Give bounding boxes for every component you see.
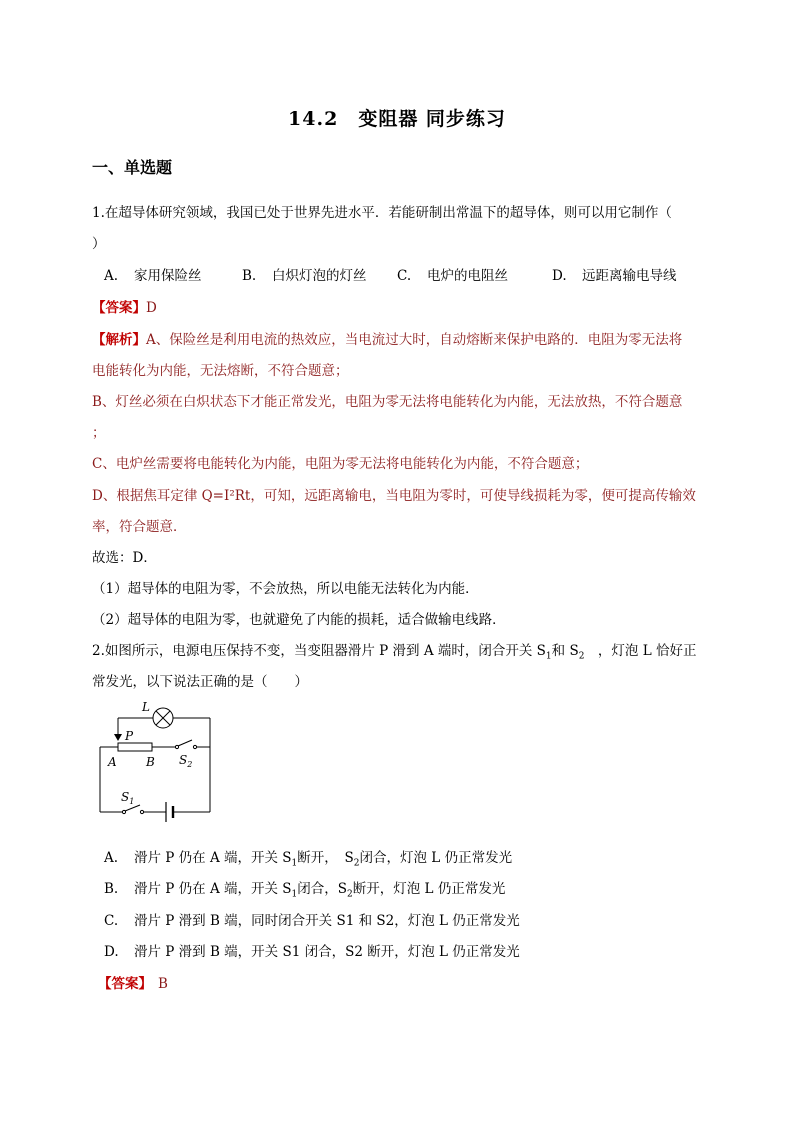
answer-value: B [158, 976, 168, 992]
switch1-label: $S_1$ [121, 790, 135, 806]
option-text: 断开， S [297, 850, 354, 866]
answer-value: D [146, 300, 157, 316]
q1-option-b [242, 264, 367, 284]
q1-note-2: （2）超导体的电阻为零，也就避免了内能的损耗，适合做输电线路． [92, 612, 506, 628]
q1-analysis-line3: B、灯丝必须在白炽状态下才能正常发光，电阻为零无法将电能转化为内能，无法放热，不符合题意 [92, 394, 683, 410]
option-key: B. [104, 881, 119, 897]
q2-option-d [104, 940, 520, 960]
answer-label: 【答案】 [98, 976, 152, 992]
q2-option-a [104, 846, 512, 869]
option-sub: 1 [291, 858, 298, 869]
end-a-label: A [108, 755, 117, 769]
switch2-contact-b [193, 745, 196, 748]
q1-option-d [552, 264, 677, 284]
option-key: D. [552, 268, 567, 284]
option-key: C. [397, 268, 412, 284]
q1-stem-line2: ） [92, 236, 106, 252]
q1-note-1: （1）超导体的电阻为零，不会放热，所以电能无法转化为内能． [92, 581, 479, 597]
q1-analysis-line4: ； [92, 425, 106, 441]
option-text: 滑片 P 仍在 A 端，开关 S [134, 881, 292, 897]
option-key: A. [104, 850, 119, 866]
option-text: 闭合，灯泡 L 仍正常发光 [359, 850, 513, 866]
lamp-label: L [142, 700, 150, 714]
option-text: 滑片 P 滑到 B 端，开关 S1 闭合，S2 断开，灯泡 L 仍正常发光 [134, 944, 520, 960]
q1-answer [92, 296, 157, 316]
option-text: 电炉的电阻丝 [427, 268, 508, 284]
q1-analysis-line2: 电能转化为内能，无法熔断，不符合题意； [92, 363, 349, 379]
option-text: 滑片 P 滑到 B 端，同时闭合开关 S1 和 S2，灯泡 L 仍正常发光 [134, 913, 520, 929]
stem-text: ，灯泡 L 恰好正 [584, 643, 697, 659]
option-text: 断开，灯泡 L 仍正常发光 [352, 881, 506, 897]
q2-stem-line2: 常发光，以下说法正确的是（ ） [92, 674, 308, 690]
option-sub: 2 [347, 889, 353, 900]
answer-label: 【答案】 [92, 300, 146, 316]
option-text: 远距离输电导线 [582, 268, 677, 284]
stem-text: 2.如图所示，电源电压保持不变，当变阻器滑片 P 滑到 A 端时，闭合开关 S [92, 643, 546, 659]
switch2-label: $S_2$ [179, 753, 193, 769]
q1-option-c [397, 264, 508, 284]
q2-stem-line1 [92, 639, 697, 662]
switch1-contact-b [140, 810, 143, 813]
option-text: 白炽灯泡的灯丝 [272, 268, 367, 284]
option-key: B. [242, 268, 257, 284]
option-text: 家用保险丝 [134, 268, 202, 284]
q1-conclusion: 故选：D． [92, 550, 157, 566]
circuit-diagram [96, 696, 220, 824]
stem-sub: 1 [545, 651, 552, 662]
option-sub: 1 [291, 889, 298, 900]
q2-option-c [104, 909, 520, 929]
q2-option-b [104, 877, 505, 900]
option-text: 滑片 P 仍在 A 端，开关 S [134, 850, 292, 866]
stem-sub: 2 [578, 651, 585, 662]
option-sub: 2 [353, 858, 360, 869]
q2-answer [98, 972, 168, 992]
end-b-label: B [146, 755, 155, 769]
q1-analysis-line6: D、根据焦耳定律 Q=I²Rt，可知，远距离输电，当电阻为零时，可使导线损耗为零，便可提高传输效 [92, 488, 696, 504]
slider-label: P [125, 729, 134, 743]
q1-analysis-line5: C、电炉丝需要将电能转化为内能，电阻为零无法将电能转化为内能，不符合题意； [92, 456, 589, 472]
q1-analysis-line7: 率，符合题意． [92, 519, 187, 535]
q1-analysis-line1 [92, 328, 682, 348]
option-key: D. [104, 944, 119, 960]
q1-option-a [104, 264, 202, 284]
switch2-blade [178, 740, 192, 746]
q1-stem-line1: 1.在超导体研究领域，我国已处于世界先进水平．若能研制出常温下的超导体，则可以用它制作（ [92, 205, 672, 221]
section-heading: 一、单选题 [92, 158, 173, 177]
page-title: 14.2 变阻器 同步练习 [288, 108, 506, 130]
stem-text: 和 S [551, 643, 579, 659]
slider-arrow-icon [114, 734, 122, 741]
option-key: C. [104, 913, 119, 929]
analysis-text: A、保险丝是利用电流的热效应，当电流过大时，自动熔断来保护电路的．电阻为零无法将 [146, 332, 683, 348]
analysis-label: 【解析】 [92, 332, 146, 348]
rheostat-icon [118, 743, 152, 751]
option-key: A. [104, 268, 119, 284]
option-text: 闭合，S [297, 881, 348, 897]
